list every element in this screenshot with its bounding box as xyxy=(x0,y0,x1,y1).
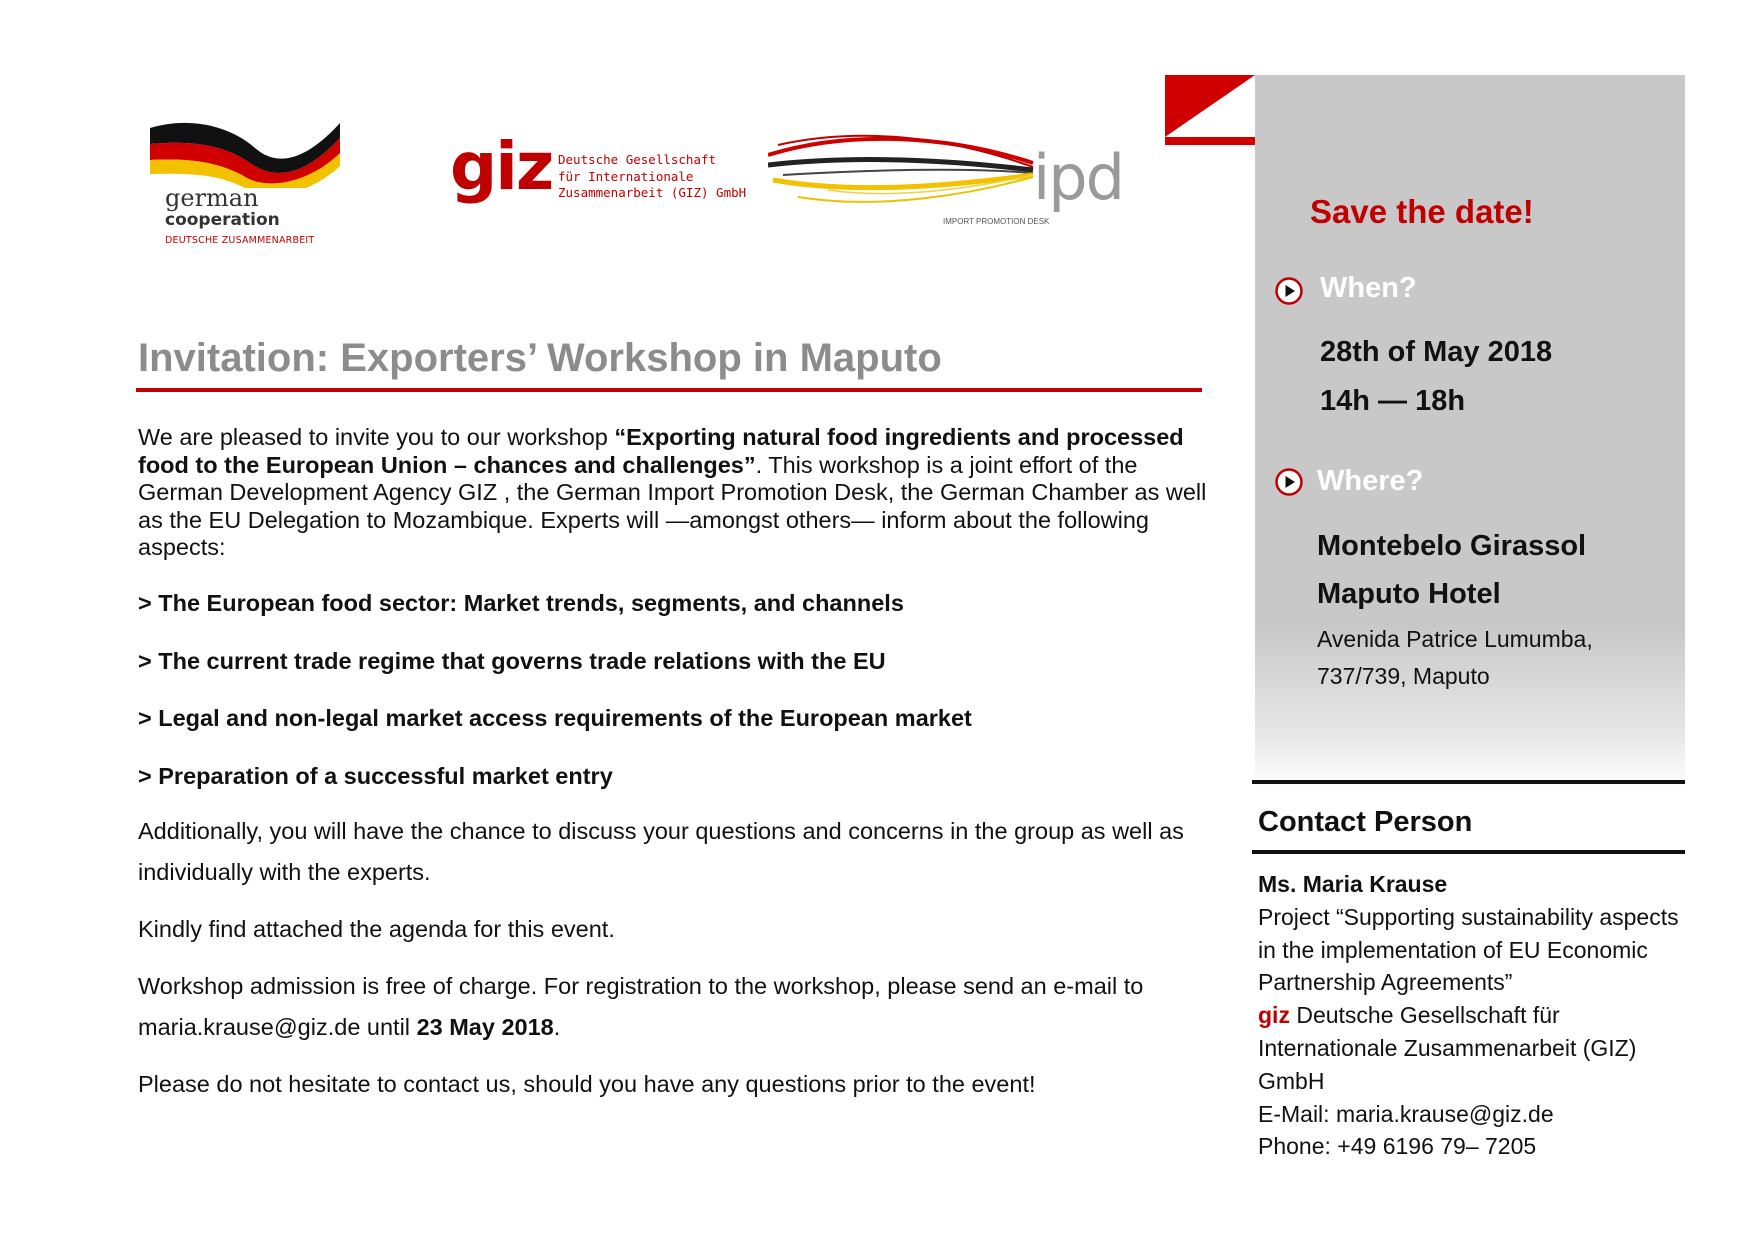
giz-logo-line3: Zusammenarbeit (GIZ) GmbH xyxy=(558,185,747,200)
discussion-paragraph: Additionally, you will have the chance to discuss your questions and concerns in the group as well as individually with the experts. xyxy=(138,818,1184,885)
logo-text-german: german xyxy=(165,184,259,212)
venue-address-line1: Avenida Patrice Lumumba, xyxy=(1317,626,1593,652)
where-label: Where? xyxy=(1317,465,1424,497)
registration-end: . xyxy=(553,1014,561,1040)
logo-text-cooperation: cooperation xyxy=(165,210,280,230)
workshop-title: “Exporting natural food ingredients and processed food to the European Union – chances and challenges” xyxy=(138,424,1184,478)
giz-logo-line2: für Internationale xyxy=(558,168,694,184)
play-circle-icon xyxy=(1275,277,1303,305)
save-the-date-heading: Save the date! xyxy=(1310,193,1534,230)
giz-inline-mark: giz xyxy=(1258,1002,1290,1029)
registration-paragraph xyxy=(138,966,1228,1048)
contact-name: Ms. Maria Krause xyxy=(1258,871,1448,897)
venue-name-line2: Maputo Hotel xyxy=(1317,578,1501,610)
giz-logo-text xyxy=(558,152,746,202)
giz-logo-line1: Deutsche Gesellschaft xyxy=(558,152,717,167)
play-circle-icon xyxy=(1275,468,1303,496)
german-cooperation-logo xyxy=(150,118,380,248)
aspect-item-trade-regime: > The current trade regime that governs trade relations with the EU xyxy=(138,648,886,674)
ipd-logo-mark: ipd xyxy=(1033,141,1123,214)
contact-project: Project “Supporting sustainability aspects in the implementation of EU Economic Partnership Agreements” xyxy=(1258,903,1679,996)
when-label: When? xyxy=(1320,272,1417,304)
aspect-item-market-access: > Legal and non-legal market access requirements of the European market xyxy=(138,705,972,731)
ipd-logo xyxy=(768,125,1138,235)
event-time: 14h — 18h xyxy=(1320,385,1466,417)
contact-email: E-Mail: maria.krause@giz.de xyxy=(1258,1100,1554,1127)
contact-details xyxy=(1258,868,1688,1163)
intro-paragraph xyxy=(138,424,1218,562)
closing-paragraph: Please do not hesitate to contact us, should you have any questions prior to the event! xyxy=(138,1071,1036,1097)
event-date: 28th of May 2018 xyxy=(1320,336,1553,368)
intro-rest: . This workshop is a joint effort of the German Development Agency GIZ , the German Import Promotion Desk, the German Chamber as well as the EU Delegation to Mozambique. Experts will —amongst others— inform about the following aspects: xyxy=(138,451,1207,560)
venue-address-line2: 737/739, Maputo xyxy=(1317,663,1490,689)
page-title: Invitation: Exporters’ Workshop in Maputo xyxy=(138,336,942,380)
title-underline xyxy=(136,388,1202,392)
ipd-logo-subtitle: IMPORT PROMOTION DESK xyxy=(943,217,1050,226)
giz-logo-mark: giz xyxy=(450,128,553,205)
contact-org-name: Deutsche Gesellschaft für Internationale Zusammenarbeit (GIZ) GmbH xyxy=(1258,1002,1637,1094)
red-corner-strip xyxy=(1165,137,1255,145)
aspect-item-market-trends: > The European food sector: Market trends, segments, and channels xyxy=(138,590,904,616)
german-flag-wave-icon xyxy=(150,118,350,188)
agenda-paragraph: Kindly find attached the agenda for this event. xyxy=(138,916,615,942)
contact-divider-bottom xyxy=(1252,850,1685,854)
contact-heading: Contact Person xyxy=(1258,806,1473,838)
contact-divider-top xyxy=(1252,780,1685,784)
giz-logo xyxy=(450,128,780,220)
aspect-item-market-entry: > Preparation of a successful market entry xyxy=(138,763,613,789)
registration-deadline: 23 May 2018 xyxy=(416,1014,554,1040)
venue-name-line1: Montebelo Girassol xyxy=(1317,530,1587,562)
ipd-swoosh-icon xyxy=(768,125,1058,220)
contact-phone: Phone: +49 6196 79– 7205 xyxy=(1258,1133,1537,1160)
contact-organisation xyxy=(1258,999,1688,1097)
red-corner-accent xyxy=(1165,75,1255,137)
intro-lead: We are pleased to invite you to our workshop xyxy=(138,424,615,450)
logo-text-deutsche-zusammenarbeit: DEUTSCHE ZUSAMMENARBEIT xyxy=(165,235,315,246)
registration-lead: Workshop admission is free of charge. For registration to the workshop, please send an e-mail to maria.krause@giz.de until xyxy=(138,973,1144,1040)
